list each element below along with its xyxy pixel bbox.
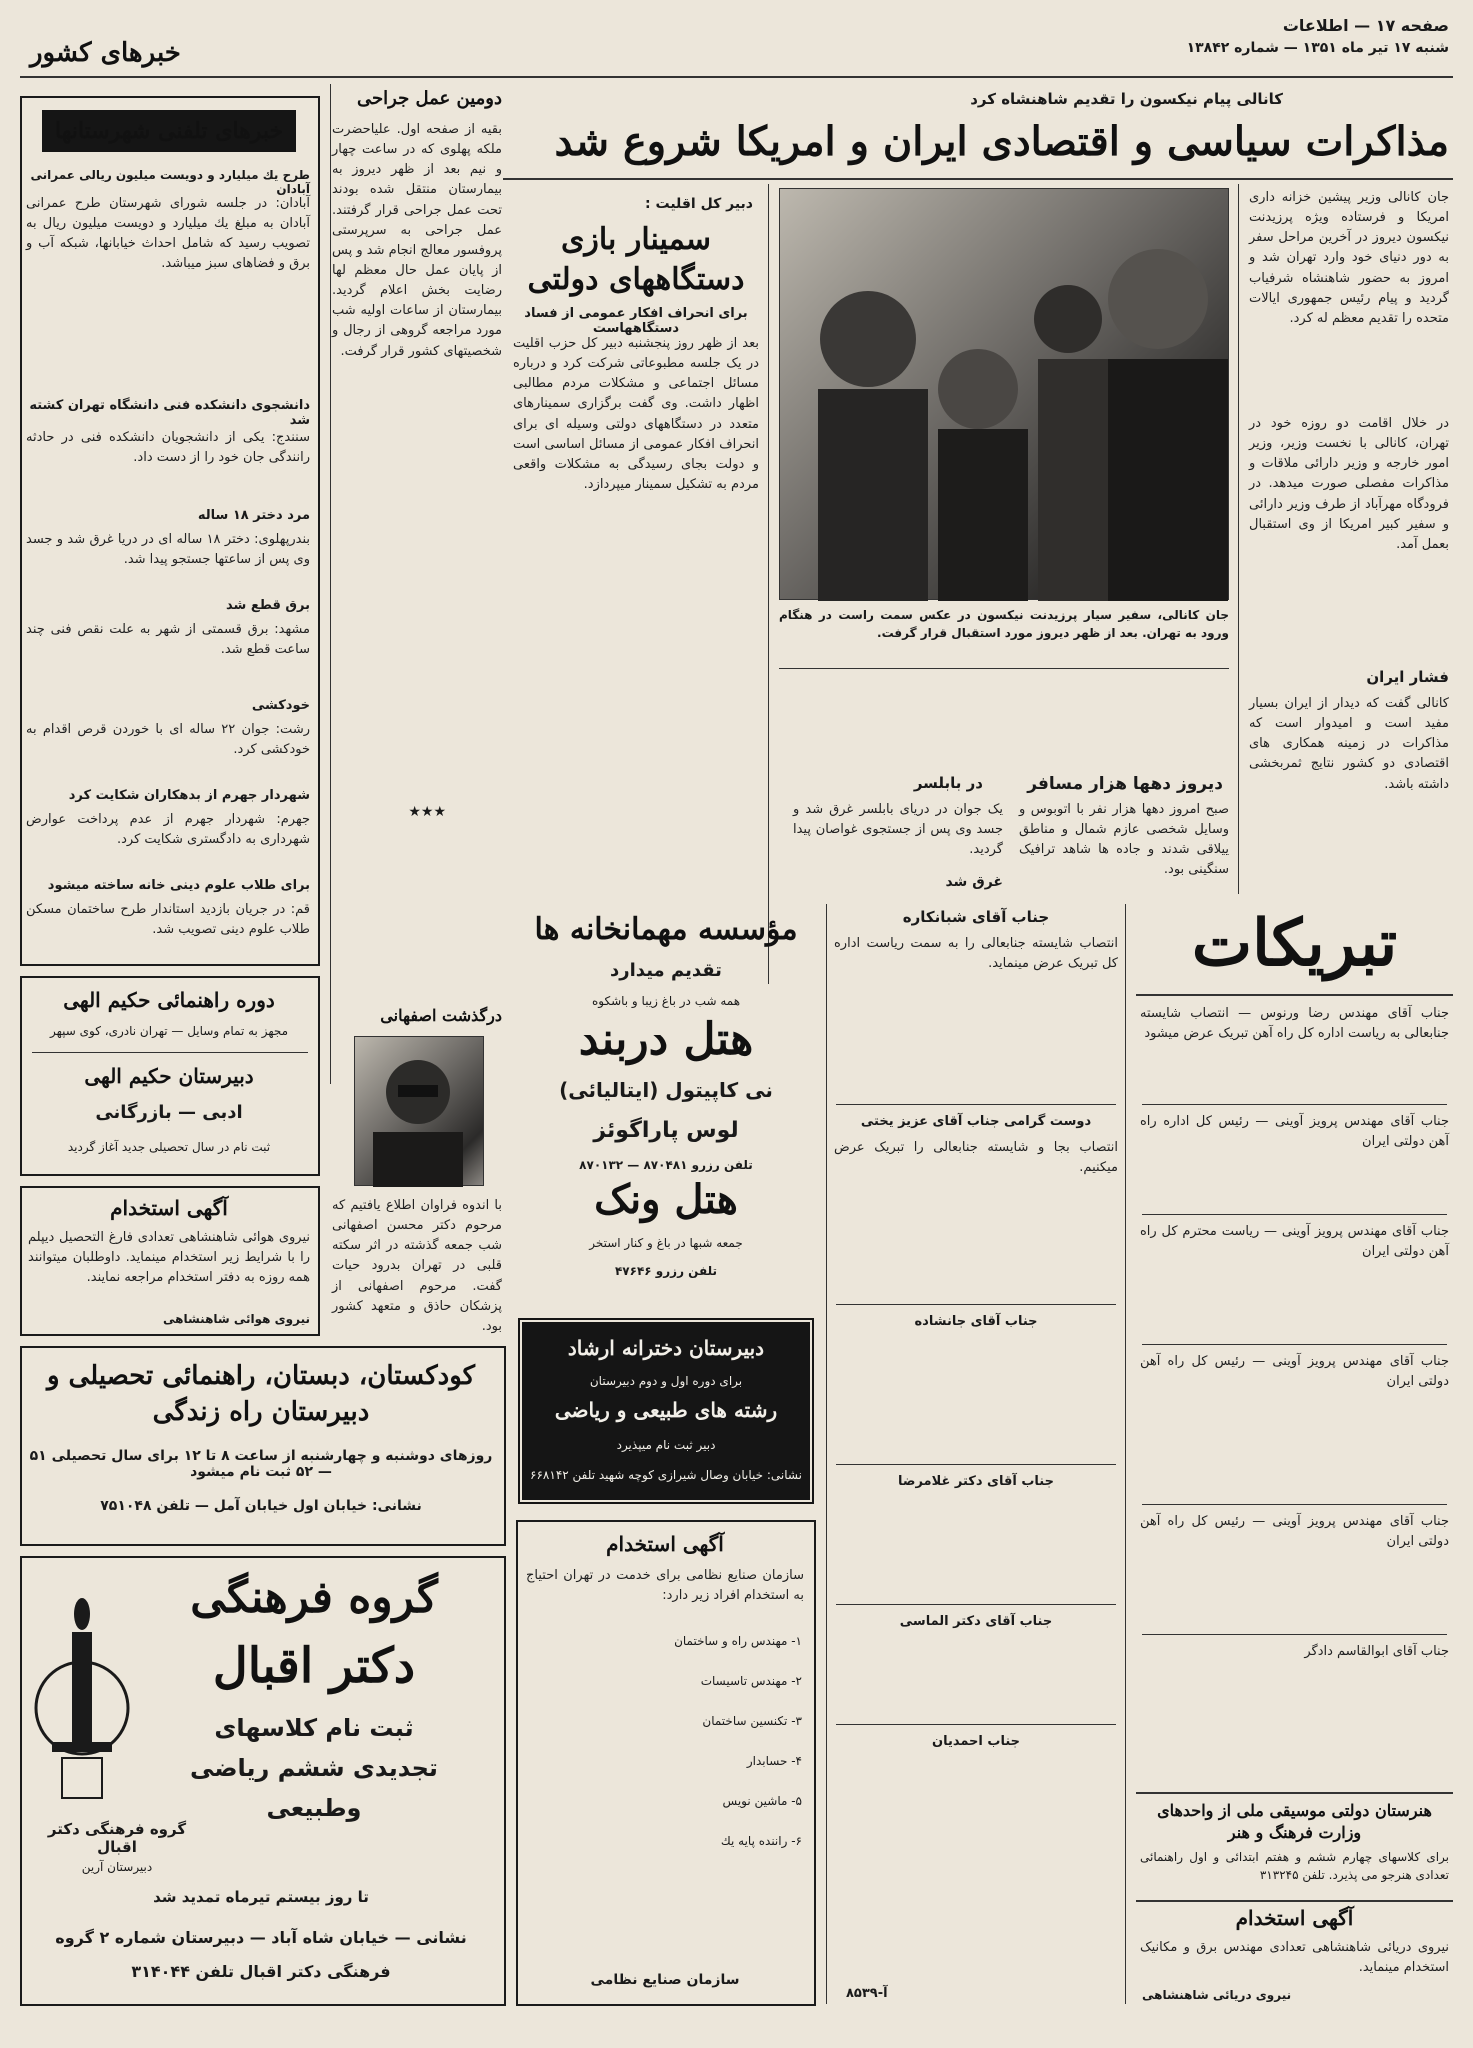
congrats-title: جناب آقای شبانکاره [902,908,1050,926]
hakim-title: دوره راهنمائی حکیم الهی [63,988,275,1012]
appointment-1: جناب آقای مهندس رضا ورنوس — انتصاب شایسته جنابعالی به ریاست اداره کل راه آهن تبریک عرض میشود [1140,1006,1449,1042]
iqbal-sub2: تجدیدی ششم ریاضی [190,1754,438,1782]
issue-date: شنبه ۱۷ تیر ماه ۱۳۵۱ — شماره ۱۳۸۴۲ [1186,40,1449,56]
iqbal-sub3: وطبیعی [266,1794,362,1822]
seminar-deck: برای انحراف افکار عمومی از فساد دستگاههاست [524,306,748,336]
congrats-column [826,904,1126,2014]
lead-caption: جان کانالی، سفیر سیار پرزیدنت نیکسون در عکس سمت راست در هنگام ورود به تهران. بعد از ظهر دیروز مورد استقبال قرار گرفت. [779,608,1229,640]
telegraph-plan-body: آبادان: در جلسه شورای شهرستان طرح عمرانی آبادان به مبلغ یك میلیارد و دویست میلیون ریال به تصویب رسید که شامل احداث خیابانها، شبکه آب و برق و فضاهای سبز میباشد. [26,196,310,272]
lead-intro: جان کانالی وزیر پیشین خزانه داری امریکا و فرستاده ویژه پرزیدنت نیکسون دیروز در آخرین مراحل سفر به دور دنیای خود وارد تهران شد و امروز به حضور شاهنشاه شرفیاب گردید و پیام رئیس جمهوری ایالات متحده را تقدیم معظم له کرد. [1249,190,1449,326]
telegraph-box [20,96,320,966]
appointment-5: جناب آقای مهندس پرویز آوینی — رئیس کل راه آهن دولتی ایران [1140,1514,1449,1550]
hiring-mid-item-2: ۲- مهندس تاسیسات [700,1674,802,1688]
hiring-mid-item-5: ۵- ماشین نویس [722,1794,802,1808]
iqbal-address: نشانی — خیابان شاه آباد — دبیرستان شماره ۲ گروه [55,1928,467,1947]
lead-story [503,84,1453,914]
iqbal-note: تا روز بیستم تیرماه تمدید شد [153,1888,369,1906]
surgery-body: بقیه از صفحه اول. علیاحضرت ملکه پهلوی که در ساعت چهار و نیم بعد از ظهر دیروز به بیمارستان منتقل شده بودند تحت عمل جراحی قرار گرفتند. عمل جراحی به سرپرستی پروفسور معالج انجام شد و پس از پایان عمل حال معظم لها رضایت بخش اعلام گردید. بیمارستان از ساعات اولیه شب مورد مراجعه گروهی از رجال و شخصیتهای کشور قرار گرفت. [332,122,502,359]
tel-item-title-3: برق قطع شد [226,598,310,613]
iqbal-ad [20,1556,506,2006]
tel-item-body-6: قم: در جریان بازدید استاندار طرح ساختمان مسکن طلاب علوم دینی تصویب شد. [26,902,310,938]
darband-hotel2-body: جمعه شبها در باغ و کنار استخر [589,1236,743,1250]
telegraph-plan-title: طرح یك میلیارد و دویست میلیون ریالی عمرانی آبادان [30,168,310,196]
hiring-mid-footer: سازمان صنایع نظامی [590,1972,740,1988]
darband-ad [516,904,816,1304]
darband-hotel1: هتل دربند [578,1014,754,1065]
kindergarten-body: روزهای دوشنبه و چهارشنبه از ساعت ۸ تا ۱۲ برای سال تحصیلی ۵۱ — ۵۲ ثبت نام میشود [29,1448,493,1480]
appointments-column [1136,904,1453,1784]
tel-item-title-5: شهردار جهرم از بدهکاران شکایت کرد [68,788,310,803]
lead-photo [779,188,1229,600]
seminar-kicker: دبیر کل اقلیت : [645,196,753,212]
tel-item-title-6: برای طلاب علوم دینی خانه ساخته میشود [47,878,310,893]
hakim-body: مجهز به تمام وسایل — تهران نادری، کوی سپهر [49,1024,289,1038]
hiring-mid-item-1: ۱- مهندس راه و ساختمان [674,1634,802,1648]
lead-kicker: کانالی پیام نیکسون را تقدیم شاهنشاه کرد [970,90,1283,108]
drowning-sub: غرق شد [945,874,1003,890]
footer-code: آ-۸۵۳۹ [846,1986,888,2001]
ershad-line3: دبیر ثبت نام میپذیرد [616,1438,716,1452]
separator-stars: ★★★ [408,804,446,820]
appointment-6: جناب آقای ابوالقاسم دادگر [1304,1644,1449,1659]
ershad-address: نشانی: خیابان وصال شیرازی کوچه شهید تلفن ۶۶۸۱۴۲ [530,1468,802,1482]
hiring-mid-title: آگهی استخدام [606,1532,724,1556]
hakim-hs-fields: ادبی — بازرگانی [95,1102,243,1123]
lead-subbody: کانالی گفت که دیدار از ایران بسیار مفید است و امیدوار است که مذاکرات در زمینه همکاری های اقتصادی دو کشور نتایج ثمربخشی داشته باشد. [1249,696,1449,792]
candle-emblem-icon [32,1588,132,1808]
congrats-line-1: انتصاب شایسته جنابعالی را به سمت ریاست اداره کل تبریک عرض مینماید. [834,936,1118,972]
tel-item-body-2: بندرپهلوی: دختر ۱۸ ساله ای در دریا غرق شد و جسد وی پس از ساعتها جستجو پیدا شد. [26,532,310,568]
congrats-line-7: جناب احمدیان [931,1734,1021,1749]
ershad-title: دبیرستان دخترانه ارشاد [567,1336,765,1360]
tel-item-body-1: سنندج: یکی از دانشجویان دانشکده فنی در حادثه رانندگی جان خود را از دست داد. [26,430,310,466]
appointment-3: جناب آقای مهندس پرویز آوینی — ریاست محترم کل راه آهن دولتی ایران [1140,1224,1449,1260]
hakim-ad [20,976,320,1176]
darband-band: نی کاپیتول (ایتالیائی) [559,1078,773,1102]
hiring-mid-item-4: ۴- حسابدار [746,1754,802,1768]
darband-company: مؤسسه مهمانخانه ها [534,912,798,947]
surgery-title: دومین عمل جراحی [357,88,502,109]
isfahani-obit [330,1000,506,1334]
hiring-left-footer: نیروی هوائی شاهنشاهی [163,1312,310,1326]
telegraph-title: خبرهای تلفنی شهرستانها [42,110,296,152]
iqbal-sub1: ثبت نام کلاسهای [214,1714,414,1742]
travelers-body: صبح امروز دهها هزار نفر با اتوبوس و وسایل شخصی عازم شمال و مناطق ییلاقی شدند و جاده ها شاهد ترافیک سنگینی بود. [1019,802,1229,878]
darband-phone1: تلفن رزرو ۸۷۰۴۸۱ — ۸۷۰۱۳۲ [579,1158,753,1172]
ershad-line2: رشته های طبیعی و ریاضی [554,1398,778,1422]
seminar-title: سمینار بازی دستگاههای دولتی [527,222,745,297]
hiring-left [20,1186,320,1336]
lead-subheading: فشار ایران [1366,668,1449,686]
drowning-body: یک جوان در دریای بابلسر غرق شد و جسد وی پس از جستجوی غواصان پیدا گردید. [793,802,1003,858]
travelers-title: دیروز دهها هزار مسافر [1027,774,1223,794]
congrats-line-2: دوست گرامی جناب آقای عزیز یختی [860,1114,1092,1129]
photo-figures [778,189,1228,601]
isfahani-portrait [354,1036,484,1186]
darband-hotel2: هتل ونک [594,1176,738,1223]
kindergarten-title: کودکستان، دبستان، راهنمائی تحصیلی و دبیرستان راه زندگی [46,1361,476,1427]
portrait-figure [353,1037,483,1187]
hiring-right-title: آگهی استخدام [1235,1906,1354,1930]
ershad-line1: برای دوره اول و دوم دبیرستان [589,1374,743,1388]
music-body: برای کلاسهای چهارم ششم و هفتم ابتدائی و اول راهنمائی تعدادی هنرجو می پذیرد. تلفن ۳۱۳۲۴۵ [1140,1850,1449,1882]
hiring-right [1136,1900,1453,2010]
hiring-left-body: نیروی هوائی شاهنشاهی تعدادی فارغ التحصیل دیپلم را با شرایط زیر استخدام مینماید. داوطلبان میتوانند همه روزه به دفتر استخدام مراجعه نمایند. [28,1230,310,1286]
congrats-line-5: جناب آقای دکتر غلامرضا [898,1474,1054,1489]
congrats-line-6: جناب آقای دکتر الماسی [899,1614,1053,1629]
section-title: خبرهای کشور [30,38,181,68]
tel-item-title-1: دانشجوی دانشکده فنی دانشگاه تهران کشته شد [29,398,310,428]
hakim-hs-title: دبیرستان حکیم الهی [84,1064,254,1088]
tel-item-body-4: رشت: جوان ۲۲ ساله ای با خوردن قرص اقدام به خودکشی کرد. [26,722,310,758]
appointments-heading: تبریکات [1191,906,1398,981]
hiring-right-footer: نیروی دریائی شاهنشاهی [1142,1988,1292,2002]
darband-singer: لوس پاراگوئز [593,1118,739,1143]
drowning-title: در بابلسر [913,774,983,792]
hiring-mid-item-3: ۳- تکنسین ساختمان [702,1714,802,1728]
tel-item-title-2: مرد دختر ۱۸ ساله [197,508,310,523]
darband-phone2: تلفن رزرو ۴۷۶۴۶ [614,1264,717,1278]
iqbal-side: گروه فرهنگی دکتر اقبال [47,1820,187,1856]
hiring-right-body: نیروی دریائی شاهنشاهی تعدادی مهندس برق و مکانیک استخدام مینماید. [1140,1940,1449,1976]
appointment-2: جناب آقای مهندس پرویز آوینی — رئیس کل اداره راه آهن دولتی ایران [1140,1114,1449,1150]
congrats-line-3: انتصاب بجا و شایسته جنابعالی را تبریک عرض میکنیم. [834,1140,1118,1176]
masthead [0,0,1473,80]
seminar-body: بعد از ظهر روز پنجشنبه دبیر کل حزب اقلیت در یک جلسه مطبوعاتی شرکت کرد و درباره مسائل اجتماعی و مشکلات مردم مطالبی اظهار داشت. وی گفت برگزاری سمینارهای متعدد در دستگاههای دولتی وسیله ای برای انحراف افکار عمومی از مسائل اساسی است و دولت بجای رسیدگی به مشکلات واقعی مردم به تشکیل سمینار میپردازد. [513,336,759,492]
isfahani-body: با اندوه فراوان اطلاع یافتیم که مرحوم دکتر محسن اصفهانی شب جمعه گذشته در اثر سکته قلبی در تهران بدرود حیات گفت. مرحوم اصفهانی از پزشکان حاذق و متعهد کشور بود. [332,1198,502,1334]
isfahani-title: درگذشت اصفهانی [380,1006,502,1025]
darband-presents: تقدیم میدارد [610,960,722,981]
kindergarten-ad [20,1346,506,1546]
hiring-left-title: آگهی استخدام [110,1196,228,1220]
surgery-story [330,84,506,1094]
appointment-4: جناب آقای مهندس پرویز آوینی — رئیس کل راه آهن دولتی ایران [1140,1354,1449,1390]
music-title: هنرستان دولتی موسیقی ملی از واحدهای وزارت فرهنگ و هنر [1157,1801,1432,1842]
iqbal-phone: فرهنگی دکتر اقبال تلفن ۳۱۴۰۴۴ [131,1962,391,1981]
hakim-hs-body: ثبت نام در سال تحصیلی جدید آغاز گردید [67,1140,271,1154]
congrats-line-4: جناب آقای جانشاده [914,1314,1038,1329]
music-ad [1136,1792,1453,1892]
tel-item-title-4: خودکشی [251,698,310,713]
lead-body: در خلال اقامت دو روزه خود در تهران، کانالی با نخست وزیر، وزیر امور خارجه و وزیر دارائی ملاقات و مذاکرات مفصلی صورت میدهد. در فرودگاه مهرآباد از طرف وزیر دارائی و سفیر کبیر امریکا از وی استقبال بعمل آمد. [1249,416,1449,552]
ershad-ad [516,1316,816,1506]
hiring-mid [516,1520,816,2006]
page-info: صفحه ۱۷ — اطلاعات [1282,16,1449,35]
tel-item-body-5: جهرم: شهردار جهرم از عدم پرداخت عوارض شهرداری به دادگستری شکایت کرد. [26,812,310,848]
iqbal-name: دکتر اقبال [212,1638,416,1694]
hiring-mid-item-6: ۶- راننده پایه یك [720,1834,802,1848]
hiring-mid-intro: سازمان صنایع نظامی برای خدمت در تهران احتیاج به استخدام افراد زیر دارد: [526,1568,804,1604]
kindergarten-address: نشانی: خیابان اول خیابان آمل — تلفن ۷۵۱۰۴۸ [100,1498,422,1514]
darband-nightly: همه شب در باغ زیبا و باشکوه [591,994,741,1008]
lead-headline: مذاکرات سیاسی و اقتصادی ایران و امریکا شروع شد [554,118,1449,165]
tel-item-body-3: مشهد: برق قسمتی از شهر به علت نقص فنی چند ساعت قطع شد. [26,622,310,658]
iqbal-side2: دبیرستان آرین [81,1860,153,1874]
iqbal-group: گروه فرهنگی [190,1572,438,1623]
